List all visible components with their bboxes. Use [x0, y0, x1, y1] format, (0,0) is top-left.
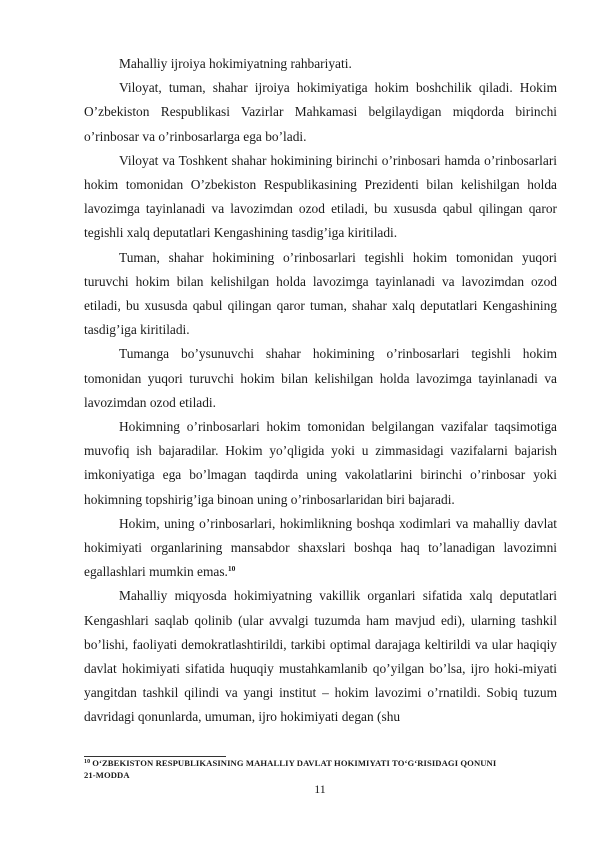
footnote-divider [84, 756, 226, 757]
paragraph-heading: Mahalliy ijroiya hokimiyatning rahbariyati. [119, 56, 352, 71]
body-text [84, 52, 557, 730]
paragraph [84, 512, 557, 585]
footnote-number: 10 [84, 759, 91, 765]
footnote [84, 758, 557, 781]
paragraph: Tuman, shahar hokimining o’rinbosarlari tegishli hokim tomonidan yuqori turuvchi hokim bilan kelishilgan holda lavozimga tayinlanadi va lavozimdan ozod etiladi, bu xususda qabul qilingan qaror tuman, shahar xalq deputatlari Kengashining tasdig’iga kiritiladi. [84, 249, 557, 338]
paragraph: Hokimning o’rinbosarlari hokim tomonidan belgilangan vazifalar taqsimotiga muvofiq ish bajaradilar. Hokim yo’qligida yoki u zimmasidagi vazifalarni bajarish imkoniyatiga ega bo’lmagan taqdirda uning vakolatlarini birinchi o’rinbosar yoki hokimning topshirig’iga binoan uning o’rinbosarlaridan biri bajaradi. [84, 419, 557, 507]
paragraph-text: Hokim, uning o’rinbosarlari, hokimlikning boshqa xodimlari va mahalliy davlat hokimiyati organlarining mansabdor shaxslari boshqa haq to’lanadigan lavozimni egallashlari mumkin emas. [84, 515, 557, 580]
footnote-line [84, 758, 557, 770]
paragraph: Viloyat va Toshkent shahar hokimining birinchi o’rinbosari hamda o’rinbosarlari hokim tomonidan O’zbekiston Respublikasining Prezidenti bilan kelishilgan holda lavozimga tayinlanadi va lavozimdan ozod etiladi, bu xususda qabul qilingan qaror tegishli xalq deputatlari Kengashining tasdig’iga kiritiladi. [84, 152, 557, 241]
paragraph: Mahalliy miqyosda hokimiyatning vakillik organlari sifatida xalq deputatlari Kengashlari saqlab qolinib (ular avvalgi tuzumda ham mavjud edi), ularning tashkil bo’lishi, faoliyati demokratlashtirildi, tarkibi optimal darajaga keltirildi va ular haqiqiy davlat hokimiyati sifatida huquqiy mustahkamlanib qo’yilgan bo’lsa, ijro hoki-miyati yangitdan tashkil qilindi va yangi institut – hokim lavozimi o’rnatildi. Sobiq tuzum davridagi qonunlarda, umuman, ijro hokimiyati degan (shu [84, 588, 557, 725]
footnote-line-2: 21-MODDA [84, 769, 130, 780]
footnote-reference: 10 [227, 564, 236, 574]
paragraph: Tumanga bo’ysunuvchi shahar hokimining o’rinbosarlari tegishli hokim tomonidan yuqori turuvchi hokim bilan kelishilgan holda lavozimga tayinlanadi va lavozimdan ozod etiladi. [84, 346, 557, 410]
footnote-text: O‘ZBEKISTON RESPUBLIKASINING MAHALLIY DAVLAT HOKIMIYATI TO‘G‘RISIDAGI QONUNI [92, 758, 497, 768]
paragraph: Viloyat, tuman, shahar ijroiya hokimiyatiga hokim boshchilik qiladi. Hokim O’zbekiston Respublikasi Vazirlar Mahkamasi belgilaydigan miqdorda birinchi o’rinbosar va o’rinbosarlarga ega bo’ladi. [84, 80, 557, 144]
page-number: 11 [314, 782, 326, 796]
